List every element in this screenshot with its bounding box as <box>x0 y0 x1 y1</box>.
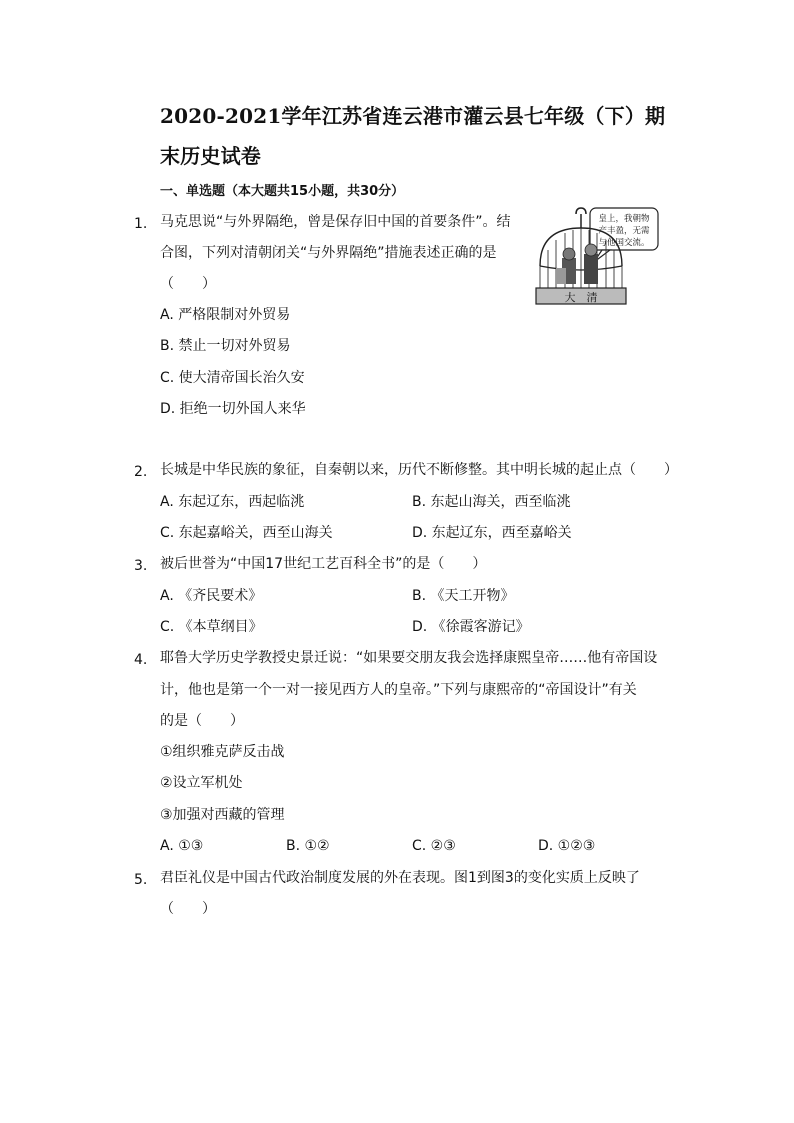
question-4-item-1: ①组织雅克萨反击战 <box>160 744 285 760</box>
question-3-option-c[interactable]: C. 《本草纲目》 <box>160 619 263 635</box>
question-2-option-c[interactable]: C. 东起嘉峪关，西至山海关 <box>160 525 333 541</box>
question-4-text-line: 的是（ ） <box>160 713 244 729</box>
question-1-option-d[interactable]: D. 拒绝一切外国人来华 <box>160 401 306 417</box>
question-4-option-b[interactable]: B. ①② <box>286 838 330 854</box>
question-1-number: 1. <box>134 216 148 232</box>
cartoon-bubble-text-3: 与他国交流。 <box>598 238 650 248</box>
question-2-option-d[interactable]: D. 东起辽东，西至嘉峪关 <box>412 525 572 541</box>
question-1-option-c[interactable]: C. 使大清帝国长治久安 <box>160 370 305 386</box>
question-2-text-line: 长城是中华民族的象征，自秦朝以来，历代不断修整。其中明长城的起止点（ ） <box>160 462 678 478</box>
exam-title-line-2: 末历史试卷 <box>160 144 261 168</box>
question-3-number: 3. <box>134 558 148 574</box>
question-4-option-a[interactable]: A. ①③ <box>160 838 204 854</box>
question-3-option-b[interactable]: B. 《天工开物》 <box>412 588 515 604</box>
question-2-option-a[interactable]: A. 东起辽东，西起临洮 <box>160 494 305 510</box>
question-1-text-line: 马克思说“与外界隔绝，曾是保存旧中国的首要条件”。结 <box>160 214 511 230</box>
question-2-option-b[interactable]: B. 东起山海关，西至临洮 <box>412 494 571 510</box>
question-1-text-line: 合图，下列对清朝闭关“与外界隔绝”措施表述正确的是 <box>160 245 497 261</box>
question-4-item-3: ③加强对西藏的管理 <box>160 807 285 823</box>
question-4-text-line: 计，他也是第一个一对一接见西方人的皇帝。”下列与康熙帝的“帝国设计”有关 <box>160 682 637 698</box>
question-4-option-c[interactable]: C. ②③ <box>412 838 456 854</box>
exam-title-line-1: 2020-2021学年江苏省连云港市灌云县七年级（下）期 <box>160 104 666 128</box>
cartoon-bubble-text-1: 皇上，我朝物 <box>598 214 650 224</box>
exam-title <box>160 96 680 176</box>
question-5-text-line: （ ） <box>160 901 216 917</box>
question-1-text-line: （ ） <box>160 276 216 292</box>
question-3-text-line: 被后世誉为“中国17世纪工艺百科全书”的是（ ） <box>160 556 487 572</box>
question-4-text-line: 耶鲁大学历史学教授史景迁说：“如果要交朋友我会选择康熙皇帝……他有帝国设 <box>160 650 658 666</box>
question-4-item-2: ②设立军机处 <box>160 775 243 791</box>
question-2-number: 2. <box>134 464 148 480</box>
birdcage-cartoon-image <box>532 206 660 312</box>
question-1-option-a[interactable]: A. 严格限制对外贸易 <box>160 307 291 323</box>
question-5-text-line: 君臣礼仪是中国古代政治制度发展的外在表现。图1到图3的变化实质上反映了 <box>160 870 640 886</box>
question-3-option-a[interactable]: A. 《齐民要术》 <box>160 588 263 604</box>
question-1-option-b[interactable]: B. 禁止一切对外贸易 <box>160 338 291 354</box>
section-heading: 一、单选题（本大题共15小题，共30分） <box>160 184 405 199</box>
question-5-number: 5. <box>134 872 148 888</box>
cartoon-bubble-text-2: 产丰盈，无需 <box>598 226 650 236</box>
question-4-number: 4. <box>134 652 148 668</box>
cartoon-base-label: 大 清 <box>564 291 598 304</box>
question-3-option-d[interactable]: D. 《徐霞客游记》 <box>412 619 530 635</box>
question-4-option-d[interactable]: D. ①②③ <box>538 838 596 854</box>
